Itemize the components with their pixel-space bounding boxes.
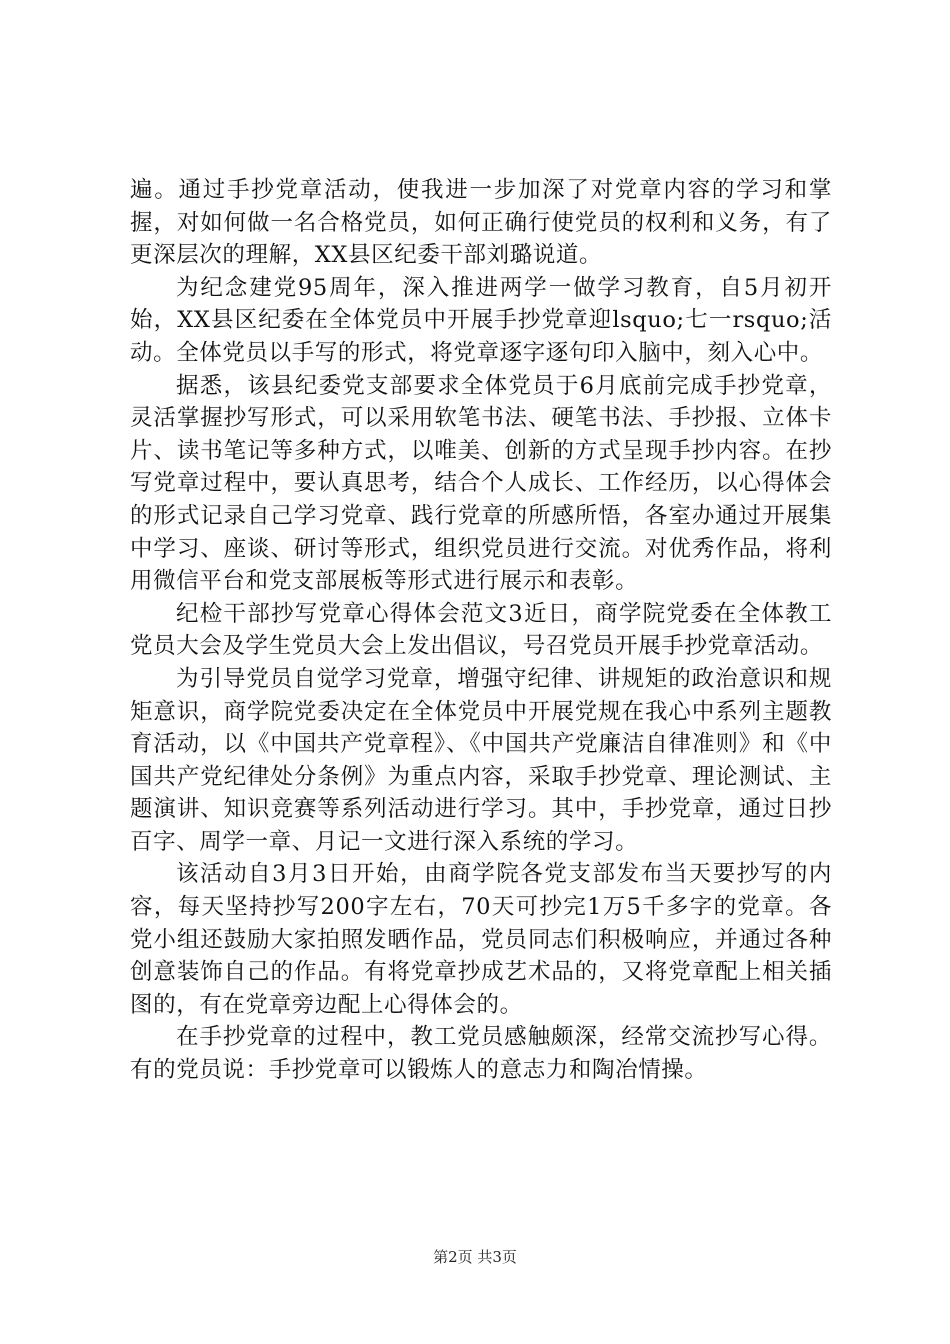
- paragraph-7: 在手抄党章的过程中，教工党员感触颇深，经常交流抄写心得。有的党员说：手抄党章可以锻炼人的意志力和陶冶情操。: [130, 1024, 832, 1084]
- paragraph-2: 为纪念建党95周年，深入推进两学一做学习教育，自5月初开始，XX县区纪委在全体党员中开展手抄党章迎lsquo;七一rsquo;活动。全体党员以手写的形式，将党章逐字逐句印入脑中，刻入心中。: [130, 274, 832, 366]
- paragraph-4: 纪检干部抄写党章心得体会范文3近日，商学院党委在全体教工党员大会及学生党员大会上发出倡议，号召党员开展手抄党章活动。: [130, 600, 832, 660]
- paragraph-6: 该活动自3月3日开始，由商学院各党支部发布当天要抄写的内容，每天坚持抄写200字左右，70天可抄完1万5千多字的党章。各党小组还鼓励大家拍照发晒作品，党员同志们积极响应，并通过各种创意装饰自己的作品。有将党章抄成艺术品的，又将党章配上相关插图的，有在党章旁边配上心得体会的。: [130, 861, 832, 1018]
- paragraph-5: 为引导党员自觉学习党章，增强守纪律、讲规矩的政治意识和规矩意识，商学院党委决定在全体党员中开展党规在我心中系列主题教育活动，以《中国共产党章程》、《中国共产党廉洁自律准则》和《中国共产党纪律处分条例》为重点内容，采取手抄党章、理论测试、主题演讲、知识竞赛等系列活动进行学习。其中，手抄党章，通过日抄百字、周学一章、月记一文进行深入系统的学习。: [130, 665, 832, 855]
- document-body: [130, 174, 832, 1087]
- paragraph-3: 据悉，该县纪委党支部要求全体党员于6月底前完成手抄党章，灵活掌握抄写形式，可以采用软笔书法、硬笔书法、手抄报、立体卡片、读书笔记等多种方式，以唯美、创新的方式呈现手抄内容。在抄写党章过程中，要认真思考，结合个人成长、工作经历，以心得体会的形式记录自己学习党章、践行党章的所感所悟，各室办通过开展集中学习、座谈、研讨等形式，组织党员进行交流。对优秀作品，将利用微信平台和党支部展板等形式进行展示和表彰。: [130, 372, 832, 595]
- page-number-footer: 第2页 共3页: [433, 1248, 517, 1266]
- paragraph-1: 遍。通过手抄党章活动，使我进一步加深了对党章内容的学习和掌握，对如何做一名合格党员，如何正确行使党员的权利和义务，有了更深层次的理解，XX县区纪委干部刘璐说道。: [130, 177, 832, 269]
